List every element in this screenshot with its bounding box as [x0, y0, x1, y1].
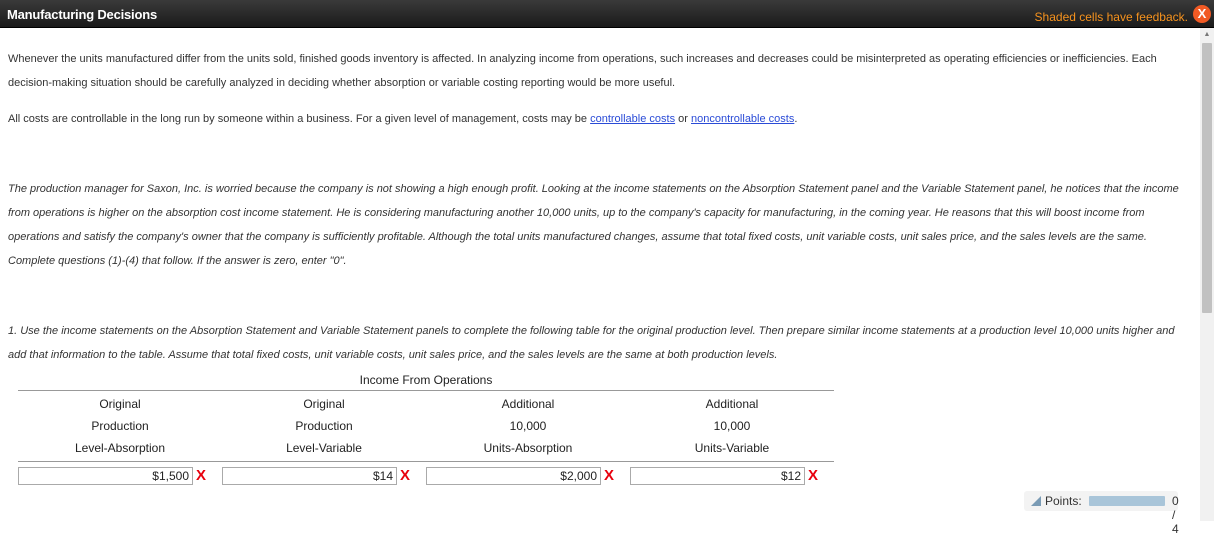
incorrect-icon: X — [400, 467, 411, 484]
chart-icon — [1030, 495, 1042, 507]
header-line: Production — [91, 419, 149, 433]
header-line: 10,000 — [713, 419, 751, 433]
income-table — [18, 370, 834, 485]
points-label: Points: — [1045, 494, 1082, 508]
header-line: Production — [295, 419, 353, 433]
column-header — [222, 393, 426, 459]
original-variable-input[interactable] — [222, 467, 397, 485]
controllable-paragraph — [8, 107, 1193, 131]
feedback-notice: Shaded cells have feedback. — [1034, 10, 1188, 24]
points-score: 0 / 4 — [1172, 494, 1179, 536]
incorrect-icon: X — [808, 467, 819, 484]
header-line: Level-Variable — [286, 441, 362, 455]
paragraph-text: or — [675, 113, 691, 125]
additional-absorption-input[interactable] — [426, 467, 601, 485]
close-icon[interactable]: X — [1193, 5, 1211, 23]
incorrect-icon: X — [196, 467, 207, 484]
header-line: Level-Absorption — [74, 441, 166, 455]
answer-cell — [18, 467, 222, 485]
scroll-up-icon[interactable]: ▲ — [1203, 31, 1211, 38]
controllable-costs-link[interactable]: controllable costs — [590, 113, 676, 125]
points-indicator — [1024, 491, 1179, 536]
header-line: 10,000 — [509, 419, 547, 433]
window-title: Manufacturing Decisions — [7, 7, 157, 22]
answer-cell — [426, 467, 630, 485]
header-line: Original — [303, 397, 345, 411]
answer-cell — [222, 467, 426, 485]
additional-variable-input[interactable] — [630, 467, 805, 485]
answer-cell — [630, 467, 834, 485]
column-header — [18, 393, 222, 459]
noncontrollable-costs-link[interactable]: noncontrollable costs — [691, 113, 795, 125]
intro-paragraph: Whenever the units manufactured differ from the units sold, finished goods inventory is affected. In analyzing income from operations, such increases and decreases could be misinterpreted as operating efficiencies or inefficiencies. Each decision-making situation should be carefully analyzed in deciding whether absorption or variable costing reporting would be more useful. — [8, 53, 1157, 89]
header-line: Additional — [705, 397, 759, 411]
column-header — [426, 393, 630, 459]
paragraph-text: All costs are controllable in the long run by someone within a business. For a given level of management, costs may be — [8, 113, 591, 125]
question-1-paragraph: 1. Use the income statements on the Absorption Statement and Variable Statement panels to complete the following table for the original production level. Then prepare similar income statements at a production level 10,000 units higher and add that information to the table. Assume that total fixed costs, unit variable costs, unit sales price, and the sales levels are the same at both production levels. — [8, 325, 1175, 361]
scenario-paragraph: The production manager for Saxon, Inc. is worried because the company is not showing a high enough profit. Looking at the income statements on the Absorption Statement panel and the Variable Statement panel, he notices that the income from operations is higher on the absorption cost income statement. He is considering manufacturing another 10,000 units, up to the company's capacity for manufacturing, in the coming year. He reasons that this will boost income from operations and satisfy the company's owner that the company is sufficiently profitable. Although the total units manufactured changes, assume that total fixed costs, unit variable costs, unit sales price, and the sales levels are the same. Complete questions (1)-(4) that follow. If the answer is zero, enter "0". — [8, 183, 1179, 267]
vertical-scrollbar[interactable] — [1200, 28, 1214, 521]
column-header — [630, 393, 834, 459]
scrollbar-thumb[interactable] — [1202, 43, 1212, 313]
table-header — [18, 391, 834, 462]
header-line: Units-Absorption — [483, 441, 573, 455]
original-absorption-input[interactable] — [18, 467, 193, 485]
points-progress-bar — [1089, 496, 1165, 506]
title-bar — [0, 0, 1214, 28]
instructions — [8, 47, 1193, 367]
header-line: Units-Variable — [694, 441, 770, 455]
answer-row — [18, 467, 834, 485]
paragraph-text: . — [794, 113, 798, 125]
incorrect-icon: X — [604, 467, 615, 484]
table-title: Income From Operations — [18, 370, 834, 391]
header-line: Original — [99, 397, 141, 411]
header-line: Additional — [501, 397, 555, 411]
